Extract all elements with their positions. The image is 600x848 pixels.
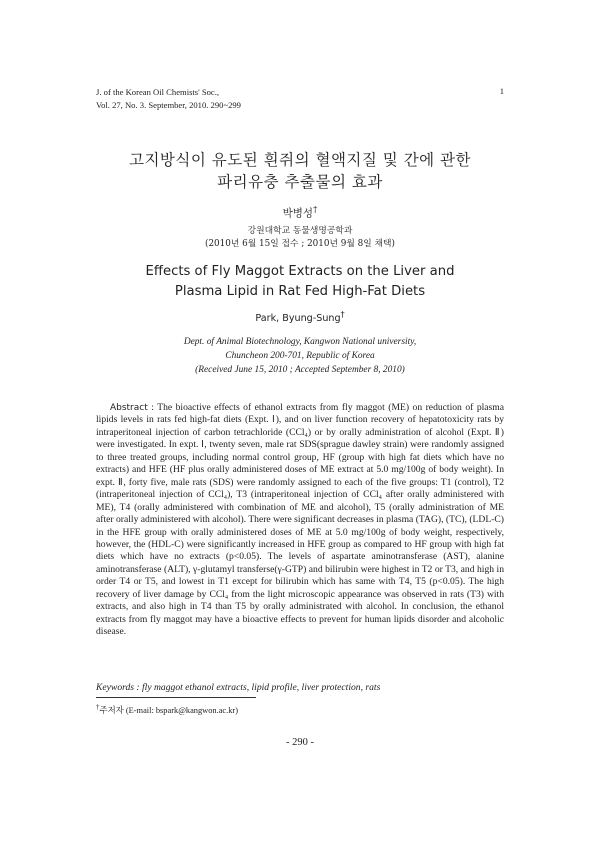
korean-title-line-2: 파리유충 추출물의 효과 (217, 173, 383, 191)
english-author (0, 310, 600, 324)
korean-title (0, 149, 600, 193)
korean-dates: (2010년 6월 15일 접수 ; 2010년 9월 8일 채택) (205, 239, 395, 249)
footnote-divider (96, 697, 256, 698)
korean-affiliation: 강원대학교 동물생명공학과 (247, 226, 353, 236)
journal-name: J. of the Korean Oil Chemists' Soc., (96, 87, 220, 97)
journal-volume: Vol. 27, No. 3. September, 2010. 290~299 (96, 99, 241, 110)
english-title (0, 262, 600, 302)
footnote (96, 703, 238, 716)
keywords: Keywords : fly maggot ethanol extracts, lipid profile, liver protection, rats (96, 682, 381, 693)
korean-author-name: 박병성 (282, 207, 314, 220)
english-affiliation-line-2: Chuncheon 200-701, Republic of Korea (225, 351, 375, 361)
korean-author (0, 205, 600, 221)
abstract (96, 402, 504, 639)
english-title-line-2: Plasma Lipid in Rat Fed High-Fat Diets (174, 284, 426, 299)
english-affiliation-block (0, 335, 600, 377)
english-affiliation-line-1: Dept. of Animal Biotechnology, Kangwon National university, (183, 337, 417, 347)
english-dates: (Received June 15, 2010 ; Accepted September 8, 2010) (195, 365, 405, 375)
footnote-mark: † (96, 703, 100, 711)
abstract-text: : The bioactive effects of ethanol extracts from fly maggot (ME) on reduction of plasma lipids levels in rats fed high-fat diets (Expt. Ⅰ), and on liver function recovery of hepatotoxicity rats by intraperitoneal injection of carbon tetrachloride (CCl₄) or by orally administration of alcohol (Expt. Ⅱ) were investigated. In expt. Ⅰ, twenty seven, male rat SDS(sprague dawley strain) were randomly assigned to three treated groups, including normal control group, HF (group with high fat diets which have no extracts) and HFE (HF plus orally administered doses of ME extract at 5.0 mg/100g of body weight). In expt. Ⅱ, forty five, male rats (SDS) were randomly assigned to each of the five groups: T1 (control), T2 (intraperitoneal injection of CCl₄), T3 (intraperitoneal injection of CCl₄ after orally administered with ME), T4 (orally administered with combination of ME and alcohol), T5 (orally administration of ME after orally administered with alcohol). There were significant decreases in plasma (TAG), (TC), (LDL-C) in the HFE group with orally administered doses of ME at 5.0 mg/100g of body weight, respectively, however, the (HDL-C) were significantly increased in HFE group as compared to HF group with high fat diets which have no extracts (p<0.05). The levels of aspartate aminotransferase (AST), alanine aminotransferase (ALT), γ-glutamyl transferse(γ-GTP) and bilirubin were highest in T2 or T3, and high in order T4 or T5, and lowest in T1 except for bilirubin which has same with T4, T5 (p<0.05). The high recovery of liver damage by CCl₄ from the light microscopic appearance was observed in rats (T3) with extracts, and also high in T4 than T5 by orally administrated with alcohol. In conclusion, the ethanol extracts from fly maggot may have a bioactive effects to prevent for human lipids disorder and alcoholic disease. (96, 402, 504, 638)
english-author-mark: † (340, 310, 345, 319)
abstract-label: Abstract (109, 403, 148, 413)
page-footer-number: - 290 - (286, 737, 314, 748)
footnote-text: 주저자 (E-mail: bspark@kangwon.ac.kr) (99, 705, 238, 715)
english-author-name: Park, Byung-Sung (255, 313, 341, 325)
header-page-number: 1 (499, 86, 504, 96)
running-header (96, 86, 241, 111)
korean-title-line-1: 고지방식이 유도된 흰쥐의 혈액지질 및 간에 관한 (128, 151, 472, 169)
english-title-line-1: Effects of Fly Maggot Extracts on the Liver and (145, 264, 455, 279)
korean-affiliation-block (0, 225, 600, 251)
korean-author-mark: † (313, 205, 318, 215)
